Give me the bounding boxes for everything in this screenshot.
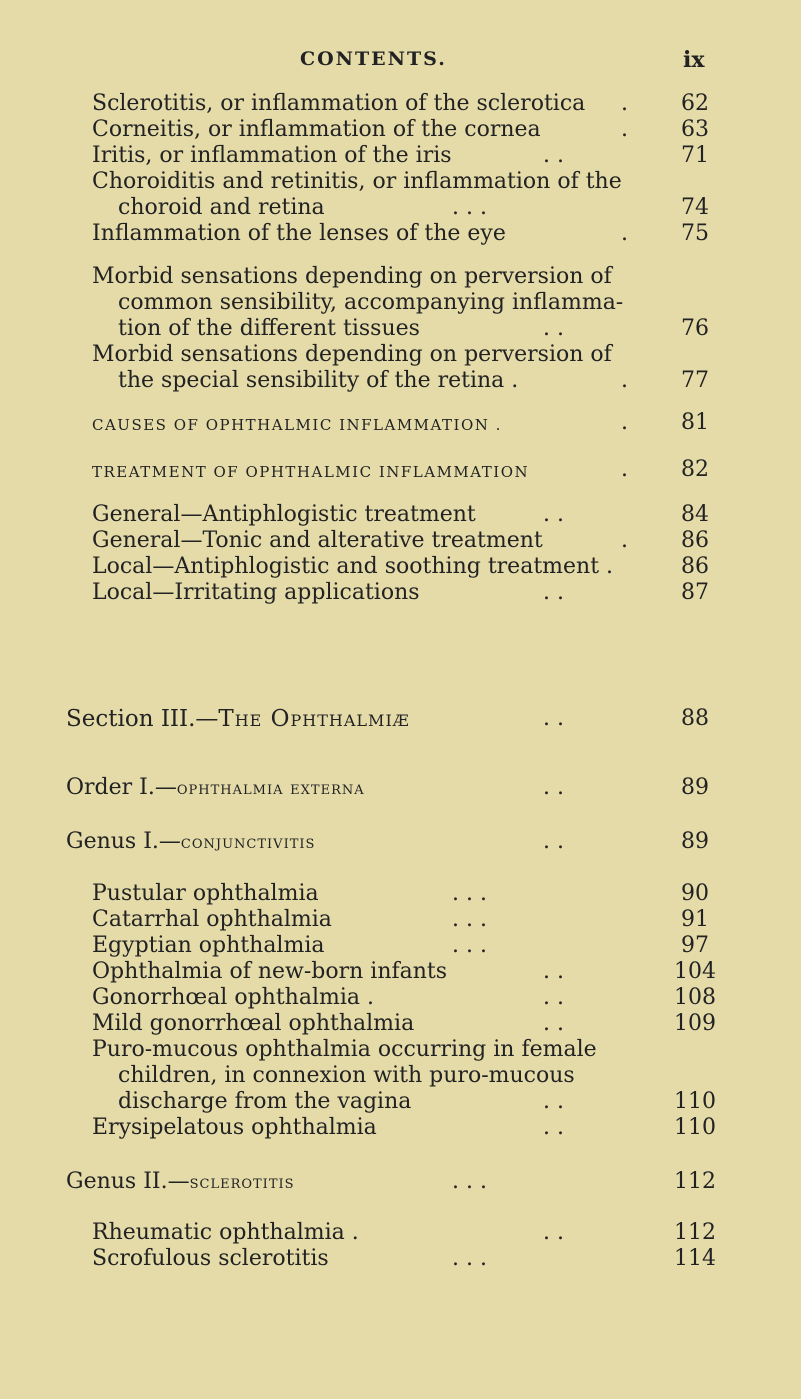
toc-entry-text: Puro-mucous ophthalmia occurring in female bbox=[92, 1037, 597, 1062]
toc-page-number: 86 bbox=[681, 528, 709, 553]
toc-leader: . . bbox=[543, 985, 564, 1010]
toc-page-number: 91 bbox=[681, 907, 709, 932]
toc-leader: . . bbox=[543, 143, 564, 168]
toc-page-number: 77 bbox=[681, 368, 709, 393]
toc-entry-text: Local—Irritating applications bbox=[92, 580, 420, 605]
section-title: The Ophthalmiæ bbox=[218, 706, 410, 732]
toc-entry-text: Erysipelatous ophthalmia bbox=[92, 1115, 377, 1140]
toc-entry-text: Catarrhal ophthalmia bbox=[92, 907, 332, 932]
toc-entry-text: common sensibility, accompanying inflamma- bbox=[118, 290, 624, 315]
toc-leader: . . bbox=[543, 1220, 564, 1245]
toc-entry-text: Egyptian ophthalmia bbox=[92, 933, 325, 958]
toc-entry-text: Choroiditis and retinitis, or inflammation of the bbox=[92, 169, 622, 194]
toc-entry-text: choroid and retina bbox=[118, 195, 325, 220]
toc-leader: . . bbox=[543, 316, 564, 341]
toc-entry-text: Pustular ophthalmia bbox=[92, 881, 319, 906]
toc-entry-text: Ophthalmia of new-born infants bbox=[92, 959, 448, 984]
toc-page-number: 110 bbox=[674, 1089, 716, 1114]
toc-page-number: 112 bbox=[674, 1220, 716, 1245]
toc-leader: . . bbox=[543, 1011, 564, 1036]
toc-entry-text: Inflammation of the lenses of the eye bbox=[92, 221, 506, 246]
toc-genus-heading bbox=[66, 829, 315, 856]
toc-page-number: 89 bbox=[681, 829, 709, 854]
toc-entry-text: Morbid sensations depending on perversion of bbox=[92, 264, 612, 289]
toc-page-number: 74 bbox=[681, 195, 709, 220]
toc-page-number: 76 bbox=[681, 316, 709, 341]
section-prefix: Section III.— bbox=[66, 706, 219, 732]
toc-leader: . bbox=[621, 91, 628, 116]
toc-page-number: 89 bbox=[681, 775, 709, 800]
toc-entry-text: Sclerotitis, or inflammation of the sclerotica bbox=[92, 91, 586, 116]
toc-page-number: 88 bbox=[681, 706, 709, 731]
toc-entry-text: Corneitis, or inflammation of the cornea bbox=[92, 117, 541, 142]
toc-entry-text: Scrofulous sclerotitis bbox=[92, 1246, 329, 1271]
toc-page-number: 104 bbox=[674, 959, 716, 984]
toc-leader: . . . bbox=[452, 1169, 487, 1194]
toc-entry-text: the special sensibility of the retina . bbox=[118, 368, 519, 393]
toc-leader: . . . bbox=[452, 881, 487, 906]
toc-page-number: 87 bbox=[681, 580, 709, 605]
toc-heading-treatment: TREATMENT OF OPHTHALMIC INFLAMMATION bbox=[92, 463, 530, 481]
toc-page-number: 97 bbox=[681, 933, 709, 958]
toc-page-number: 112 bbox=[674, 1169, 716, 1194]
toc-genus-heading bbox=[66, 1169, 295, 1196]
toc-page-number: 86 bbox=[681, 554, 709, 579]
toc-leader: . . bbox=[543, 1089, 564, 1114]
toc-page-number: 84 bbox=[681, 502, 709, 527]
toc-entry-text: discharge from the vagina bbox=[118, 1089, 412, 1114]
genus-title: sclerotitis bbox=[189, 1172, 295, 1193]
toc-leader: . . bbox=[543, 580, 564, 605]
toc-page-number: 82 bbox=[681, 457, 709, 482]
toc-entry-text: Local—Antiphlogistic and soothing treatment . bbox=[92, 554, 614, 579]
toc-leader: . . . bbox=[452, 933, 487, 958]
toc-leader: . . . bbox=[452, 907, 487, 932]
order-title: ophthalmia externa bbox=[176, 778, 365, 799]
toc-page-number: 90 bbox=[681, 881, 709, 906]
toc-entry-text: General—Tonic and alterative treatment bbox=[92, 528, 543, 553]
toc-leader: . . bbox=[543, 706, 564, 731]
toc-entry-text: children, in connexion with puro-mucous bbox=[118, 1063, 575, 1088]
toc-entry-text: Iritis, or inflammation of the iris bbox=[92, 143, 452, 168]
toc-page-number: 108 bbox=[674, 985, 716, 1010]
toc-entry-text: tion of the different tissues bbox=[118, 316, 420, 341]
toc-leader: . . bbox=[543, 502, 564, 527]
toc-entry-text: Gonorrhœal ophthalmia . bbox=[92, 985, 374, 1010]
toc-entry-text: Rheumatic ophthalmia . bbox=[92, 1220, 359, 1245]
genus-prefix: Genus II.— bbox=[66, 1169, 190, 1194]
toc-page-number: 110 bbox=[674, 1115, 716, 1140]
toc-page-number: 63 bbox=[681, 117, 709, 142]
toc-entry-text: Morbid sensations depending on perversion of bbox=[92, 342, 612, 367]
toc-leader: . bbox=[621, 221, 628, 246]
toc-entry-text: Mild gonorrhœal ophthalmia bbox=[92, 1011, 415, 1036]
toc-leader: . bbox=[621, 528, 628, 553]
toc-page-number: 109 bbox=[674, 1011, 716, 1036]
toc-page-number: 114 bbox=[674, 1246, 716, 1271]
running-header-title: CONTENTS. bbox=[300, 48, 447, 70]
toc-leader: . bbox=[621, 410, 628, 435]
toc-heading-causes: CAUSES OF OPHTHALMIC INFLAMMATION . bbox=[92, 416, 502, 434]
order-prefix: Order I.— bbox=[66, 775, 177, 800]
toc-page-number: 81 bbox=[681, 410, 709, 435]
toc-entry-text: General—Antiphlogistic treatment bbox=[92, 502, 476, 527]
toc-leader: . . . bbox=[452, 195, 487, 220]
toc-leader: . . bbox=[543, 829, 564, 854]
toc-page-number: 71 bbox=[681, 143, 709, 168]
toc-order-heading bbox=[66, 775, 365, 802]
toc-leader: . bbox=[621, 117, 628, 142]
toc-leader: . . . bbox=[452, 1246, 487, 1271]
toc-leader: . . bbox=[543, 775, 564, 800]
running-header-page-number: ix bbox=[683, 47, 705, 73]
toc-leader: . bbox=[621, 457, 628, 482]
toc-leader: . . bbox=[543, 959, 564, 984]
genus-prefix: Genus I.— bbox=[66, 829, 181, 854]
toc-page-number: 62 bbox=[681, 91, 709, 116]
toc-leader: . bbox=[621, 368, 628, 393]
toc-leader: . . bbox=[543, 1115, 564, 1140]
toc-section-heading bbox=[66, 706, 410, 732]
genus-title: conjunctivitis bbox=[180, 832, 316, 853]
toc-page-number: 75 bbox=[681, 221, 709, 246]
